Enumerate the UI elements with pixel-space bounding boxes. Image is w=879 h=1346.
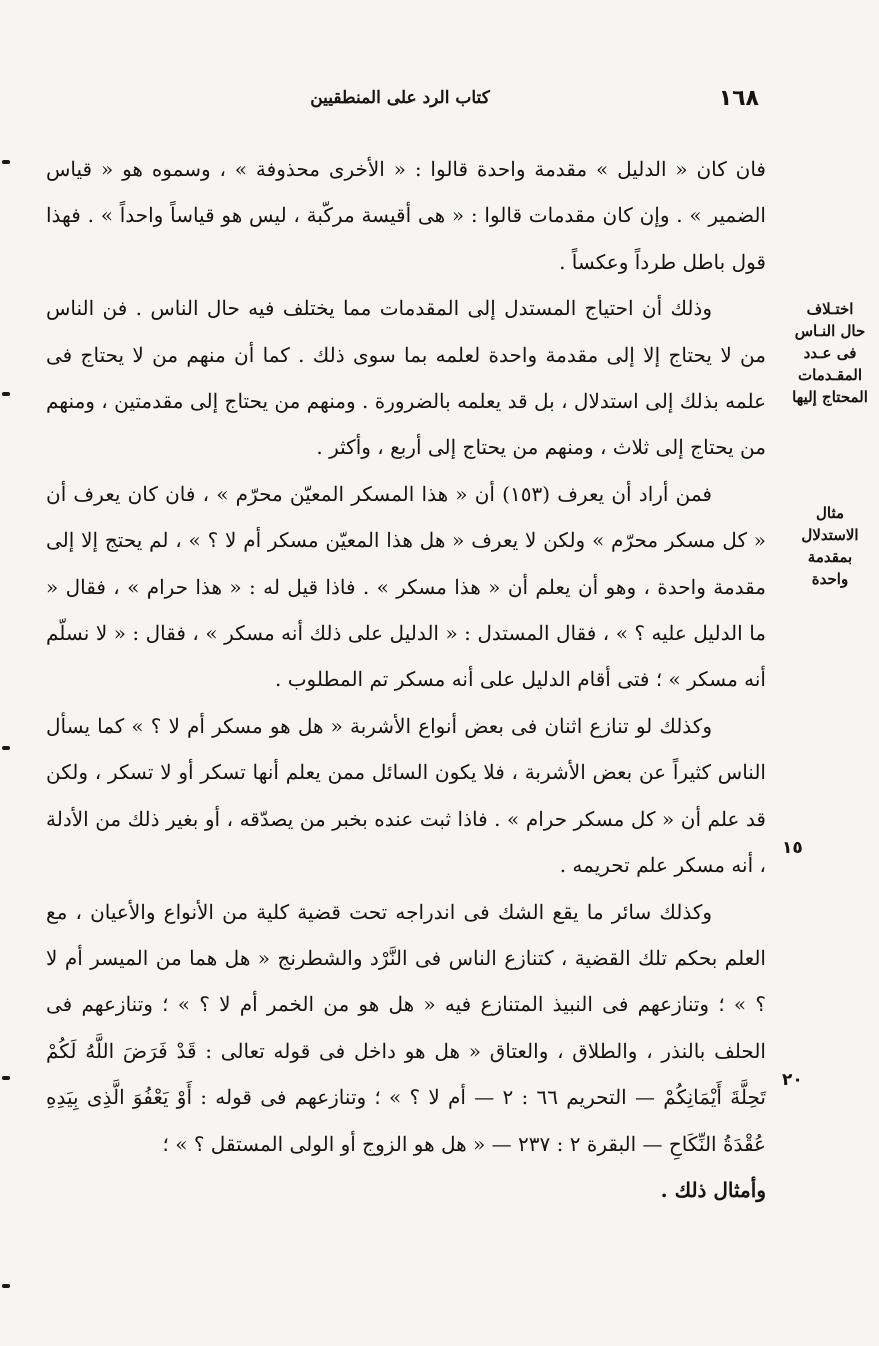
paragraph-4: وكذلك لو تنازع اثنان فى بعض أنواع الأشربة « هل هو مسكر أم لا ؟ » كما يسأل الناس كثيراً عن بعض الأشربة ، فلا يكون السائل ممن يعلم أنها تسكر أو لا تسكر ، ولكن قد علم أن « كل مسكر حرام » . فاذا ثبت عنده بخبر من يصدّقه ، أو بغير ذلك من الأدلة ، أنه مسكر علم تحريمه . [46,713,766,878]
running-title: كتاب الرد على المنطقيين [310,88,490,108]
margin-note-line: بمقدمة [807,548,853,566]
margin-note-line: المحتاج إليها [792,388,868,406]
margin-note-line: حال النـاس [794,322,866,340]
page-number: ١٦٨ [718,86,759,111]
body-text [46,146,766,1213]
bleed-mark [2,746,10,750]
paragraph-1: فان كان « الدليل » مقدمة واحدة قالوا : « الأخرى محذوفة » ، وسموه هو « قياس الضمير » . وإن كان مقدمات قالوا : « هى أقيسة مركّبة ، ليس هو قياساً واحداً » . فهذا قول باطل طرداً وعكساً . [46,157,766,274]
margin-note-line: مثال [815,504,845,522]
margin-note-people-differ [791,298,869,408]
paragraph-2: وذلك أن احتياج المستدل إلى المقدمات مما يختلف فيه حال الناس . فن الناس من لا يحتاج إلا إلى مقدمة واحدة لعلمه بما سوى ذلك . كما أن منهم من لا يحتاج فى علمه بذلك إلى استدلال ، بل قد يعلمه بالضرورة . ومنهم من يحتاج إلى مقدمتين ، ومنهم من يحتاج إلى ثلاث ، ومنهم من يحتاج إلى أربع ، وأكثر . [46,296,766,460]
bleed-mark [2,392,10,396]
margin-note-line: المقـدمات [798,366,862,384]
paragraph-5: وكذلك سائر ما يقع الشك فى اندراجه تحت قضية كلية من الأنواع والأعيان ، مع العلم بحكم تلك القضية ، كتنازع الناس فى النَّرْد والشطرنج « هل هما من الميسر أم لا ؟ » ؛ وتنازعهم فى النبيذ المتنازع فيه « هل هو من الخمر أم لا ؟ » ؛ وتنازعهم فى الحلف بالنذر ، والطلاق ، والعتاق « هل هو داخل فى قوله تعالى : قَدْ فَرَضَ اللَّهُ لَكُمْ تَحِلَّةَ أَيْمَانِكُمْ — التحريم ٦٦ : ٢ — أم لا ؟ » ؛ وتنازعهم فى قوله : أَوْ يَعْفُوَ الَّذِى بِيَدِهِ عُقْدَةُ النِّكَاحِ — البقرة ٢ : ٢٣٧ — « هل هو الزوج أو الولى المستقل ؟ » ؛ [46,899,766,1156]
margin-note-line: فى عـدد [803,344,857,362]
line-number-15: ١٥ [782,838,803,858]
margin-note-line: الاستدلال [801,526,859,544]
margin-note-line: واحدة [811,570,849,588]
bleed-mark [2,1284,10,1288]
margin-note-line: اختـلاف [806,300,854,318]
line-number-20: ٢٠ [782,1070,803,1090]
paragraph-6: وأمثال ذلك . [660,1177,766,1202]
margin-note-example [791,502,869,590]
page-header [0,84,879,124]
paragraph-3: فمن أراد أن يعرف (١٥٣) أن « هذا المسكر المعيّن محرّم » ، فان كان يعرف أن « كل مسكر محرّم » ولكن لا يعرف « هل هذا المعيّن مسكر أم لا ؟ » ، لم يحتج إلا إلى مقدمة واحدة ، وهو أن يعلم أن « هذا مسكر » . فاذا قيل له : « هذا حرام » ، فقال « ما الدليل عليه ؟ » ، فقال المستدل : « الدليل على ذلك أنه مسكر » ، فقال : « لا نسلّم أنه مسكر » ؛ فتى أقام الدليل على أنه مسكر تم المطلوب . [46,481,766,692]
bleed-mark [2,160,10,164]
bleed-mark [2,1076,10,1080]
